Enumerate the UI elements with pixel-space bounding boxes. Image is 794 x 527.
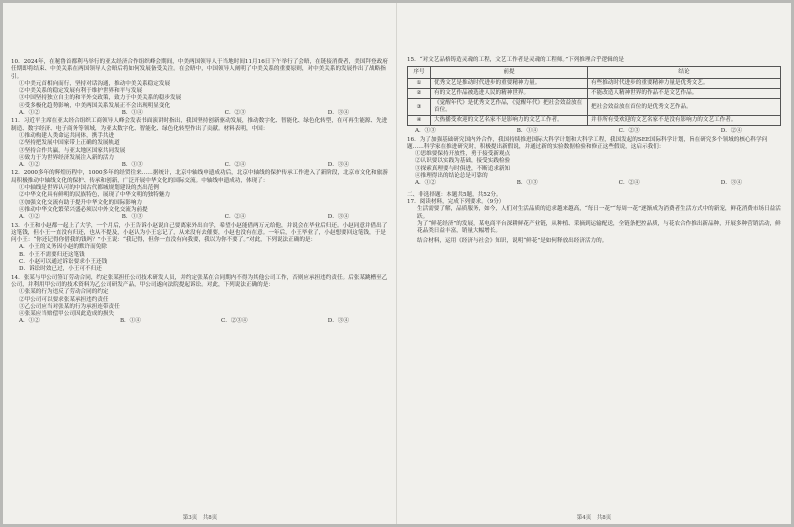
option: ④受多极化趋势影响，中美两国关系发展正不会出现明显变化	[19, 102, 171, 109]
option: ②认识要以实践为基础，接受实践检验	[415, 158, 511, 165]
option: ①思维要保持开放性，勇于接受新观点	[415, 151, 511, 158]
premise-cell: 优秀文艺是推动时代进步的重要精神力量。	[431, 79, 588, 89]
material-paragraph: 为了“鲜花经济”的发展，某电商平台深耕鲜花产业链，从种植、采摘到运输配送，全链条把控品质，与花农合作推出新品种，开展多种营销活动，鲜花品类日益丰富，销量大幅增长。	[417, 220, 781, 235]
question-14	[11, 275, 389, 326]
option: ③坚持合作共赢，与亚太地区国家共同发展	[19, 147, 126, 154]
material-paragraph: 生活需要了解，品质服务，如今，人们对生活品质的追求越来越高，“每日一花”“每周一花”逐渐成为消费者生活方式中的新宠，鲜花消费市场日益活跃。	[417, 206, 781, 220]
conclusion-cell: 并非所有受欢迎的文艺名家不是没有影响力的文艺工作者。	[588, 116, 781, 126]
question-15	[407, 57, 782, 136]
choice-d: D．③④	[720, 180, 742, 187]
table-row	[408, 116, 781, 126]
option: ③乙公司应当对张某的行为承担连带责任	[19, 303, 120, 310]
conclusion-cell: 有些推动时代进步的重要精神力量是优秀文艺。	[588, 79, 781, 89]
table-header-row	[408, 67, 781, 79]
choice-a: A．①②	[19, 318, 40, 325]
choice-a: A．①②	[415, 180, 436, 187]
section-heading: 二、非选择题：本题共5题，共52分。	[407, 191, 502, 198]
conclusion-cell: 把社会效益放在首位的是优秀文艺作品。	[588, 99, 781, 116]
premise-cell: 有的文艺作品被选进人民的精神世界。	[431, 89, 588, 99]
column-header: 前提	[431, 67, 588, 79]
choice-d: D．③④	[327, 214, 349, 221]
premise-cell: 大热播受欢迎的文艺名家不是影响力的文艺工作者。	[431, 116, 588, 126]
row-number: ①	[408, 79, 431, 89]
answer-choices	[407, 180, 782, 187]
question-prompt: 结合材料，运用《经济与社会》知识，说明“鲜花”是如何释放出经济活力的。	[417, 238, 608, 245]
question-11	[11, 118, 389, 169]
table-row	[408, 99, 781, 116]
premise-cell: 《觉醒年代》是优秀文艺作品，《觉醒年代》把社会效益放在首位。	[431, 99, 588, 116]
question-17	[407, 199, 782, 246]
option: B．小王不需要归还这笔钱	[19, 251, 85, 258]
table-row	[408, 89, 781, 99]
option: ①推动构建人类命运共同体，携手共进	[19, 132, 115, 139]
exam-sheet	[3, 3, 791, 524]
page-footer: 第3页 共8页	[182, 515, 218, 521]
option: ②中美关系的稳定发展有利于维护世界和平与发展	[19, 88, 143, 95]
choice-d: D．②④	[720, 128, 742, 135]
answer-choices	[11, 318, 389, 325]
question-stem: 14．张某与甲公司签订劳动合同，约定张某担任公司技术研发人员，并约定张某在合同期内不得为其他公司工作，否则应承担违约责任。后张某跳槽至乙公司，并利用甲公司的技术资料为乙公司研发产品，甲公司遂向法院提起诉讼。对此，下列说法正确的是：	[11, 274, 388, 288]
question-stem: 12．2000多年的辉煌历程中，1000多年的经贸往来……据统计，北京中轴线申遗成功后，北京中轴线的保护传承工作进入了新阶段，北京市文化和旅游局积极推动中轴线文化的保护、传承和创新，广泛开展中华文化的国际交流。中轴线申遗成功，体现了：	[11, 170, 388, 184]
option: ④致力于为世界经济发展注入新的活力	[19, 154, 115, 161]
question-stem: 15．“对文艺品格铸造灵魂的工程，文艺工作者是灵魂的工程师。”下列推理合乎逻辑的是	[407, 57, 625, 63]
choice-a: A．①②	[19, 110, 40, 117]
answer-choices	[11, 162, 389, 169]
choice-d: D．③④	[327, 110, 349, 117]
question-12	[11, 170, 389, 221]
question-10	[11, 59, 389, 117]
column-header: 序号	[408, 67, 431, 79]
choice-c: C．②④	[618, 180, 640, 187]
option: ①张某的行为违反了劳动合同的约定	[19, 289, 109, 296]
choice-c: C．②③④	[220, 318, 248, 325]
option: ①中美元首相向而行，坚持对话沟通，推动中美关系稳定发展	[19, 80, 171, 87]
option: ③加强文化交流有助于提升中华文化的国际影响力	[19, 199, 143, 206]
choice-a: A．①③	[415, 128, 436, 135]
option: ①中轴线是世界认可的中国古代都城规划建设的杰出范例	[19, 185, 159, 192]
choice-a: A．①②	[19, 162, 40, 169]
choice-b: B．①③	[516, 180, 538, 187]
option: ④张某应当赔偿甲公司因此造成的损失	[19, 311, 115, 318]
question-16	[407, 137, 782, 188]
option: D．诉讼时效已过，小王可不归还	[19, 266, 102, 273]
choice-b: B．①③	[121, 214, 143, 221]
choice-c: C．②③	[224, 110, 246, 117]
option: ②中华文化具有鲜明的民族特色，展现了中华文明的独特魅力	[19, 192, 171, 199]
choice-c: C．②④	[224, 214, 246, 221]
option: ③探索真理要与时俱进，不断追求新知	[415, 165, 511, 172]
question-stem: 10．2024年，在秘鲁首都利马举行的亚太经济合作组织峰会期间，中美两国领导人于当地时间11月16日下午举行了会晤，在链接消费者，美国拜登政府任期即将结束、中美关系在两国领导人会晤后将如何发展备受关注。在会晤中，中国领导人阐明了中美关系的重要原则，对中美关系的发展作出了战略指引。	[11, 59, 388, 80]
answer-choices	[11, 110, 389, 117]
choice-d: D．③④	[327, 318, 349, 325]
choice-d: D．③④	[327, 162, 349, 169]
right-page-content	[407, 57, 782, 247]
choice-a: A．①②	[19, 214, 40, 221]
choice-b: B．①④	[516, 128, 538, 135]
answer-choices	[407, 128, 782, 135]
column-header: 结论	[588, 67, 781, 79]
option: ④推动中华文化繁荣兴盛必须以中外文化交流为前提	[19, 206, 148, 213]
option: ④推理得出的结论总是可靠的	[415, 173, 488, 180]
answer-choices	[11, 214, 389, 221]
row-number: ②	[408, 89, 431, 99]
left-page-content	[11, 59, 389, 327]
option: C．小赵可以通过诉讼要求小王还钱	[19, 259, 108, 266]
choice-c: C．②③	[618, 128, 640, 135]
conclusion-cell: 不能改造人精神世界的作品不是文艺作品。	[588, 89, 781, 99]
option: ②甲公司可以要求张某承担违约责任	[19, 296, 109, 303]
option: ③中国坚持独立自主的和平外交政策，致力于中美关系的稳步发展	[19, 95, 182, 102]
reasoning-table	[407, 66, 781, 126]
question-stem: 13．小王和小赵都一起上了大学，一个月后，小王告诉小赵说自己要离家外出自学，希望小赵能借两万元给他，并说会在毕业后归还。小赵同意并借出了这笔钱，但小王一直没有归还，也从不提及，小赵认为小王忘记了，从来没有去催要，小赵也没有在意。一年后，小王毕业了，小赵想要回这笔钱，于是问小王：“你还记得你借我的钱吗？”小王说：“我记得，但你一直没有向我要，我以为你不要了。”对此，下列说法正确的是：	[11, 222, 388, 244]
page-footer: 第4页 共8页	[576, 515, 612, 521]
left-page	[3, 3, 397, 524]
choice-b: B．①④	[119, 318, 141, 325]
option: A．小王的义务因小赵的默许而免除	[19, 244, 107, 251]
question-13	[11, 223, 389, 274]
row-number: ③	[408, 99, 431, 116]
question-stem: 17．阅读材料，完成下列要求。（9分）	[407, 198, 505, 205]
option: ②坚持把发展中国家带上正确的发展轨道	[19, 140, 120, 147]
question-stem: 16．为了加强基础研究国内外合作，我国持续推进国际大科学计划和大科学工程，我国发起的SEE国际科学计划，旨在研究多个领域的核心科学问题……科学家在推进研究时，积极提出新假说，并通过新的实验数据检验和修正这些假说，这启示我们：	[407, 136, 768, 150]
right-page	[397, 3, 791, 524]
choice-b: B．①④	[121, 110, 143, 117]
table-row	[408, 79, 781, 89]
choice-b: B．①③	[121, 162, 143, 169]
question-stem: 11．习近平主席在亚太经合组织工商领导人峰会发表书面演讲时指出，我国坚持创新驱动发展，推动数字化、智能化、绿色化转型，在可再生能源、先进制造、数字经济、电子商务等领域，为亚太数字化、智能化、绿色化转型作出了贡献。材料表明，中国：	[11, 118, 388, 132]
row-number: ④	[408, 116, 431, 126]
choice-c: C．②④	[224, 162, 246, 169]
